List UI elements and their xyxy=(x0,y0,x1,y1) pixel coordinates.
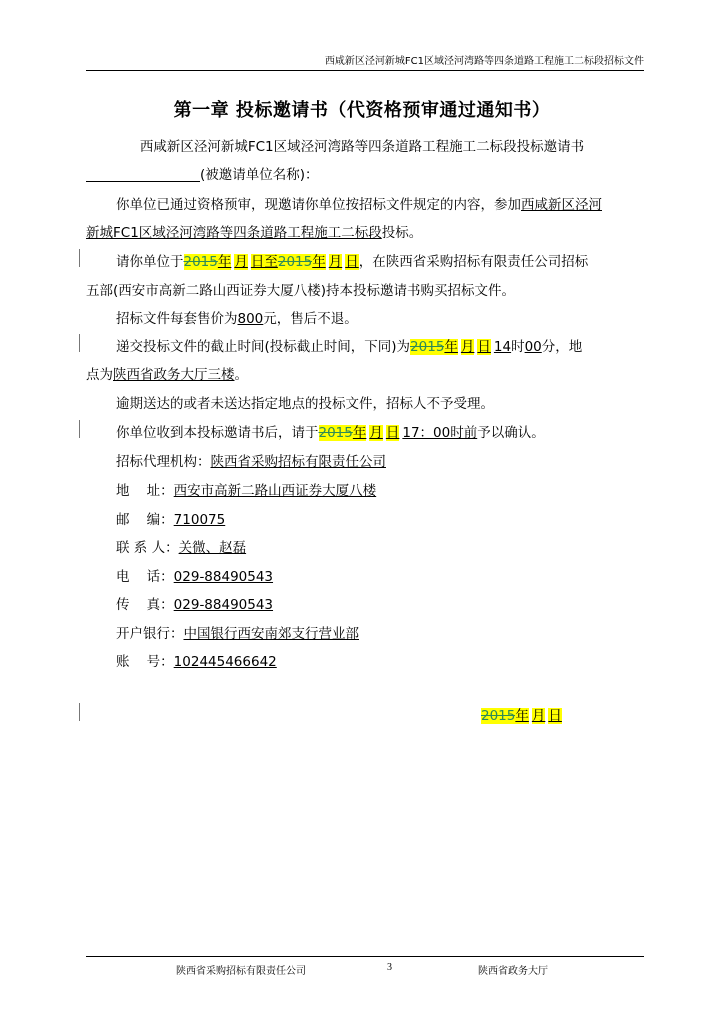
p4-text-g: 点为 xyxy=(86,367,113,383)
contact-value: 102445466642 xyxy=(173,654,277,670)
contact-value: 关微、赵磊 xyxy=(178,540,247,556)
confirm-year: 2015 xyxy=(318,425,353,441)
deadline-day-unit: 日 xyxy=(477,339,491,355)
paragraph-3 xyxy=(116,307,358,327)
p4-hour-unit: 时 xyxy=(511,339,525,355)
contact-label: 地 址： xyxy=(116,483,174,499)
page-header: 西咸新区泾河新城FC1区域泾河湾路等四条道路工程施工二标段招标文件 xyxy=(86,52,644,71)
sign-month-unit: 月 xyxy=(531,708,546,724)
page-number: 3 xyxy=(387,962,392,973)
p4-text-a: 递交投标文件的截止时间(投标截止时间，下同)为 xyxy=(116,339,411,355)
confirm-time: 17：00时前 xyxy=(402,425,478,441)
sale-end-year-unit: 年 xyxy=(312,254,326,270)
deadline-year: 2015 xyxy=(410,339,445,355)
document-subtitle: 西咸新区泾河新城FC1区域泾河湾路等四条道路工程施工二标段投标邀请书 xyxy=(139,139,585,155)
p2-text-h: ，在陕西省采购招标有限责任公司招标 xyxy=(358,254,589,270)
project-name-part-1: 西咸新区泾河 xyxy=(521,197,602,213)
paragraph-5: 逾期送达的或者未送达指定地点的投标文件，招标人不予受理。 xyxy=(116,396,494,412)
sale-start-month-unit: 月 xyxy=(234,254,248,270)
paragraph-4-line-2 xyxy=(86,363,248,383)
submission-place: 陕西省政务大厅三楼 xyxy=(113,367,235,383)
footer-rule xyxy=(86,956,644,957)
contact-label: 招标代理机构： xyxy=(116,454,211,470)
contact-address xyxy=(116,479,376,499)
contact-label: 传 真： xyxy=(116,597,174,613)
document-price: 800 xyxy=(237,311,264,327)
contact-value: 西安市高新二路山西证券大厦八楼 xyxy=(173,483,377,499)
revision-bar xyxy=(79,249,80,267)
contact-account xyxy=(116,650,277,670)
contact-label: 邮 编： xyxy=(116,512,174,528)
sale-end-year: 2015 xyxy=(277,254,313,270)
signature-date xyxy=(481,704,562,724)
invitee-suffix: (被邀请单位名称)： xyxy=(200,167,319,183)
contact-bank xyxy=(116,622,359,642)
contact-label: 电 话： xyxy=(116,569,174,585)
p3-text-b: 元，售后不退。 xyxy=(263,311,358,327)
p2-text-a: 请你单位于 xyxy=(116,254,184,270)
sale-start-day-to: 日至 xyxy=(250,254,278,270)
contact-value: 中国银行西安南郊支行营业部 xyxy=(183,626,359,642)
contact-value: 029-88490543 xyxy=(173,569,274,585)
confirm-year-unit: 年 xyxy=(352,425,367,441)
contact-agency xyxy=(116,450,386,470)
paragraph-1-line-1 xyxy=(116,193,602,213)
revision-bar xyxy=(79,420,80,438)
sale-start-year: 2015 xyxy=(183,254,218,270)
sign-year: 2015 xyxy=(481,708,516,724)
p1-text-a: 你单位已通过资格预审，现邀请你单位按招标文件规定的内容，参加 xyxy=(116,197,521,213)
page-title: 第一章 投标邀请书（代资格预审通过通知书） xyxy=(173,100,551,121)
p4-text-h: 。 xyxy=(234,367,248,383)
deadline-month-unit: 月 xyxy=(460,339,475,355)
sign-day-unit: 日 xyxy=(548,708,562,724)
paragraph-2-line-2: 五部(西安市高新二路山西证券大厦八楼)持本投标邀请书购买招标文件。 xyxy=(86,283,516,299)
invitee-line xyxy=(86,163,319,183)
sale-start-year-unit: 年 xyxy=(217,254,232,270)
footer-right: 陕西省政务大厅 xyxy=(478,966,548,977)
revision-bar xyxy=(79,703,80,721)
p6-text-e: 予以确认。 xyxy=(477,425,545,441)
contact-value: 陕西省采购招标有限责任公司 xyxy=(210,454,386,470)
contact-label: 联 系 人： xyxy=(116,540,179,556)
revision-bar xyxy=(79,334,80,352)
deadline-hour: 14 xyxy=(493,339,512,355)
confirm-month-unit: 月 xyxy=(369,425,383,441)
contact-fax xyxy=(116,593,273,613)
contact-person xyxy=(116,536,246,556)
deadline-year-unit: 年 xyxy=(444,339,458,355)
confirm-day-unit: 日 xyxy=(385,425,400,441)
contact-label: 开户银行： xyxy=(116,626,184,642)
sign-year-unit: 年 xyxy=(515,708,529,724)
sale-end-day-unit: 日 xyxy=(345,254,359,270)
contact-postcode xyxy=(116,508,225,528)
contact-phone xyxy=(116,565,273,585)
paragraph-4-line-1 xyxy=(116,335,582,355)
paragraph-6 xyxy=(116,421,545,441)
p3-text-a: 招标文件每套售价为 xyxy=(116,311,238,327)
paragraph-1-line-2 xyxy=(86,221,422,241)
deadline-minute: 00 xyxy=(524,339,542,355)
paragraph-2-line-1 xyxy=(116,250,588,270)
p1-text-d: 投标。 xyxy=(381,225,423,241)
contact-label: 账 号： xyxy=(116,654,174,670)
contact-value: 029-88490543 xyxy=(173,597,274,613)
p4-text-f: 分，地 xyxy=(541,339,583,355)
invitee-blank xyxy=(86,167,200,182)
footer-left: 陕西省采购招标有限责任公司 xyxy=(176,966,306,977)
sale-end-month-unit: 月 xyxy=(328,254,343,270)
contact-value: 710075 xyxy=(173,512,226,528)
project-name-part-2: 新城FC1区域泾河湾路等四条道路工程施工二标段 xyxy=(86,225,382,241)
p6-text-a: 你单位收到本投标邀请书后，请于 xyxy=(116,425,319,441)
